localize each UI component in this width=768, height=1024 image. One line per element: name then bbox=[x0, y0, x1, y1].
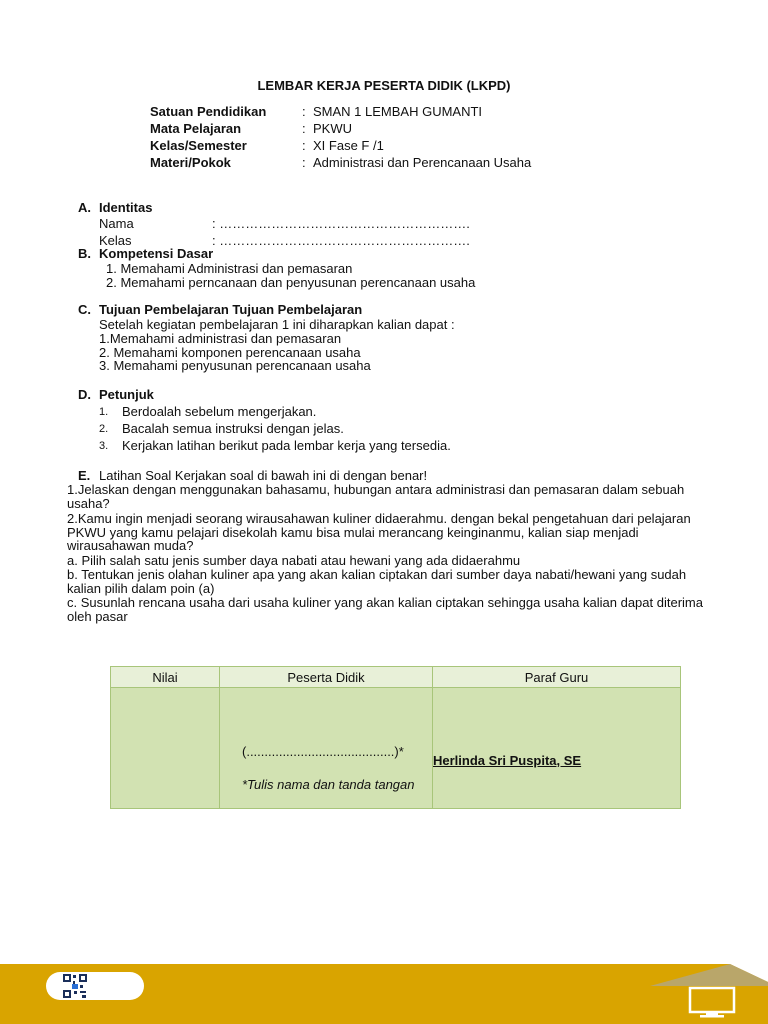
list-item: 1.Memahami administrasi dan pemasaran bbox=[99, 331, 342, 346]
table-header-score: Nilai bbox=[111, 667, 220, 688]
footer-badge[interactable] bbox=[46, 972, 144, 1000]
meta-label-class: Kelas/Semester bbox=[150, 138, 247, 153]
meta-colon: : bbox=[302, 155, 306, 170]
meta-value-class: XI Fase F /1 bbox=[313, 138, 384, 153]
teacher-name: Herlinda Sri Puspita, SE bbox=[433, 753, 582, 768]
meta-label-school: Satuan Pendidikan bbox=[150, 104, 267, 119]
section-d-title: Petunjuk bbox=[99, 387, 154, 402]
field-name-blank[interactable]: : …………………………………………………. bbox=[212, 216, 470, 231]
field-label-class: Kelas bbox=[99, 233, 132, 248]
student-signature-cell[interactable] bbox=[220, 688, 433, 809]
list-item: Bacalah semua instruksi dengan jelas. bbox=[122, 421, 344, 436]
field-class-blank[interactable]: : …………………………………………………. bbox=[212, 233, 470, 248]
question-2: 2.Kamu ingin menjadi seorang wirausahawan kuliner didaerahmu. dengan bekal pengetahuan dari pelajaran PKWU yang kamu pelajari disekolah kamu bisa mulai merancang keinginanmu, kalian siap menjadi wirausahawan muda? bbox=[67, 511, 691, 553]
list-item-number: 2. bbox=[99, 423, 109, 435]
meta-label-subject: Mata Pelajaran bbox=[150, 121, 242, 136]
meta-value-subject: PKWU bbox=[313, 121, 352, 136]
list-item: 2. Memahami komponen perencanaan usaha bbox=[99, 345, 361, 360]
meta-value-school: SMAN 1 LEMBAH GUMANTI bbox=[313, 104, 483, 119]
section-c-title: Tujuan Pembelajaran Tujuan Pembelajaran bbox=[99, 302, 363, 317]
meta-value-topic: Administrasi dan Perencanaan Usaha bbox=[313, 155, 532, 170]
section-b-letter: B. bbox=[78, 246, 91, 261]
qr-code-icon bbox=[62, 973, 88, 999]
score-table bbox=[110, 666, 681, 809]
list-item: 1. Memahami Administrasi dan pemasaran bbox=[106, 261, 353, 276]
question-2c: c. Susunlah rencana usaha dari usaha kuliner yang akan kalian ciptakan sehingga usaha kalian dapat diterima oleh pasar bbox=[67, 595, 703, 624]
section-a-letter: A. bbox=[78, 200, 91, 215]
section-e-letter: E. bbox=[78, 468, 91, 483]
section-e-intro: Latihan Soal Kerjakan soal di bawah ini di dengan benar! bbox=[99, 468, 428, 483]
score-cell[interactable] bbox=[111, 688, 220, 809]
list-item: Berdoalah sebelum mengerjakan. bbox=[122, 404, 317, 419]
list-item-number: 3. bbox=[99, 440, 109, 452]
page-title: LEMBAR KERJA PESERTA DIDIK (LKPD) bbox=[257, 78, 511, 93]
meta-colon: : bbox=[302, 138, 306, 153]
list-item-number: 1. bbox=[99, 406, 109, 418]
section-a-title: Identitas bbox=[99, 200, 153, 215]
field-label-name: Nama bbox=[99, 216, 134, 231]
list-item: Kerjakan latihan berikut pada lembar kerja yang tersedia. bbox=[122, 438, 451, 453]
student-signature-line: (.........................................)* bbox=[242, 744, 404, 759]
table-header-student: Peserta Didik bbox=[220, 667, 433, 688]
question-1: 1.Jelaskan dengan menggunakan bahasamu, hubungan antara administrasi dan pemasaran dalam sebuah usaha? bbox=[67, 482, 685, 511]
monitor-icon bbox=[688, 986, 736, 1018]
question-2a: a. Pilih salah satu jenis sumber daya nabati atau hewani yang ada didaerahmu bbox=[67, 553, 521, 568]
question-2b: b. Tentukan jenis olahan kuliner apa yang akan kalian ciptakan dari sumber daya nabati/hewani yang sudah kalian pilih dalam poin (a) bbox=[67, 567, 687, 596]
student-signature-note: *Tulis nama dan tanda tangan bbox=[242, 777, 415, 792]
meta-colon: : bbox=[302, 121, 306, 136]
section-c-letter: C. bbox=[78, 302, 91, 317]
section-b-title: Kompetensi Dasar bbox=[99, 246, 214, 261]
list-item: 3. Memahami penyusunan perencanaan usaha bbox=[99, 358, 371, 373]
meta-colon: : bbox=[302, 104, 306, 119]
teacher-signature-cell bbox=[433, 688, 681, 809]
list-item: Setelah kegiatan pembelajaran 1 ini diharapkan kalian dapat : bbox=[99, 317, 455, 332]
meta-label-topic: Materi/Pokok bbox=[150, 155, 231, 170]
section-d-letter: D. bbox=[78, 387, 91, 402]
list-item: 2. Memahami perncanaan dan penyusunan perencanaan usaha bbox=[106, 275, 476, 290]
table-header-teacher-initial: Paraf Guru bbox=[433, 667, 681, 688]
